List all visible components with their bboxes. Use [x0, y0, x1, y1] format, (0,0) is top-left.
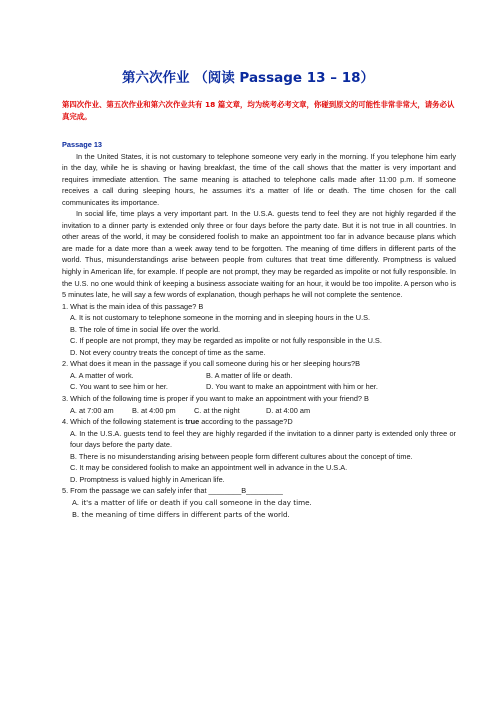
question-5: 5. From the passage we can safely infer that ________B_________: [62, 486, 283, 496]
q4-option-d: D. Promptness is valued highly in American life.: [70, 474, 225, 484]
q3-option-b: B. at 4:00 pm: [132, 405, 176, 415]
q4-text-bold: true: [185, 417, 200, 427]
question-2: 2. What does it mean in the passage if you call someone during his or her sleeping hours?B: [62, 359, 361, 369]
q4-text-pre: 4. Which of the following statement is: [62, 417, 186, 427]
q2-option-d: D. You want to make an appointment with him or her.: [206, 382, 378, 392]
q4-option-b: B. There is no misunderstanding arising between people form different cultures about the concept of time.: [70, 451, 413, 461]
q3-option-c: C. at the night: [194, 405, 240, 415]
q2-option-c: C. You want to see him or her.: [70, 382, 168, 392]
q4-option-a: A. In the U.S.A. guests tend to feel they are highly regarded if the invitation to a dinner party is extended only three or four days before the party date.: [70, 428, 456, 450]
notice-text: 第四次作业、第五次作业和第六次作业共有 18 篇文章，均为统考必考文章，你碰到原文的可能性非常非常大，请务必认真完成。: [62, 100, 455, 121]
q2-option-a: A. A matter of work.: [70, 370, 134, 380]
q4-text-post: according to the passage?D: [199, 417, 293, 427]
q3-option-d: D. at 4:00 am: [266, 405, 311, 415]
question-3: 3. Which of the following time is proper if you want to make an appointment with your friend? B: [62, 394, 369, 404]
q2-option-b: B. A matter of life or death.: [206, 370, 293, 380]
q5-option-b: B. the meaning of time differs in different parts of the world.: [72, 509, 290, 519]
question-1: 1. What is the main idea of this passage? B: [62, 301, 204, 311]
q1-option-a: A. It is not customary to telephone someone in the morning and in sleeping hours in the U.S.: [70, 313, 371, 323]
q2-options-row-1: [62, 370, 456, 382]
q3-options-row: [62, 405, 456, 417]
passage-paragraph: In social life, time plays a very important part. In the U.S.A. guests tend to feel they are not highly regarded if the invitation to a dinner party is extended only three or four days before the party date. But it is not true in all countries. In other areas of the world, it may be considered foolish to make an appointment too far in advance because plans which are made for a date more than a week away tend to be forgotten. The meaning of time differs in different parts of the world. Thus, misunderstandings arise between people from cultures that treat time differently. Promptness is valued highly in American life, for example. If people are not prompt, they may be regarded as impolite or not fully responsible. In the U.S. no one would think of keeping a business associate waiting for an hour, it would be too impolite. A person who is 5 minutes late, he will say a few words of explanation, though perhaps he will not complete the sentence.: [62, 209, 456, 300]
q4-option-c: C. It may be considered foolish to make an appointment well in advance in the U.S.A.: [70, 463, 348, 473]
passage-content: [62, 139, 456, 520]
q2-options-row-2: [62, 381, 456, 393]
passage-paragraph: In the United States, it is not customary to telephone someone very early in the morning. If you telephone him early in the day, while he is shaving or having breakfast, the time of the call shows that the matter is very important and requires immediate attention. The same meaning is attached to telephone calls made after 11:00 p.m. If someone receives a call during sleeping hours, he assumes it's a matter of life or death. The time chosen for the call communicates its importance.: [62, 151, 456, 207]
question-4: [62, 416, 456, 428]
q1-option-b: B. The role of time in social life over the world.: [70, 324, 221, 334]
q5-option-a: A. it's a matter of life or death if you call someone in the day time.: [72, 497, 312, 507]
q3-option-a: A. at 7:00 am: [70, 405, 114, 415]
q1-option-c: C. If people are not prompt, they may be regarded as impolite or not fully responsible in the U.S.: [70, 336, 382, 346]
q1-option-d: D. Not every country treats the concept of time as the same.: [70, 347, 266, 357]
passage-heading: Passage 13: [62, 140, 103, 149]
page-title: 第六次作业 （阅读 Passage 13 – 18）: [122, 70, 374, 86]
